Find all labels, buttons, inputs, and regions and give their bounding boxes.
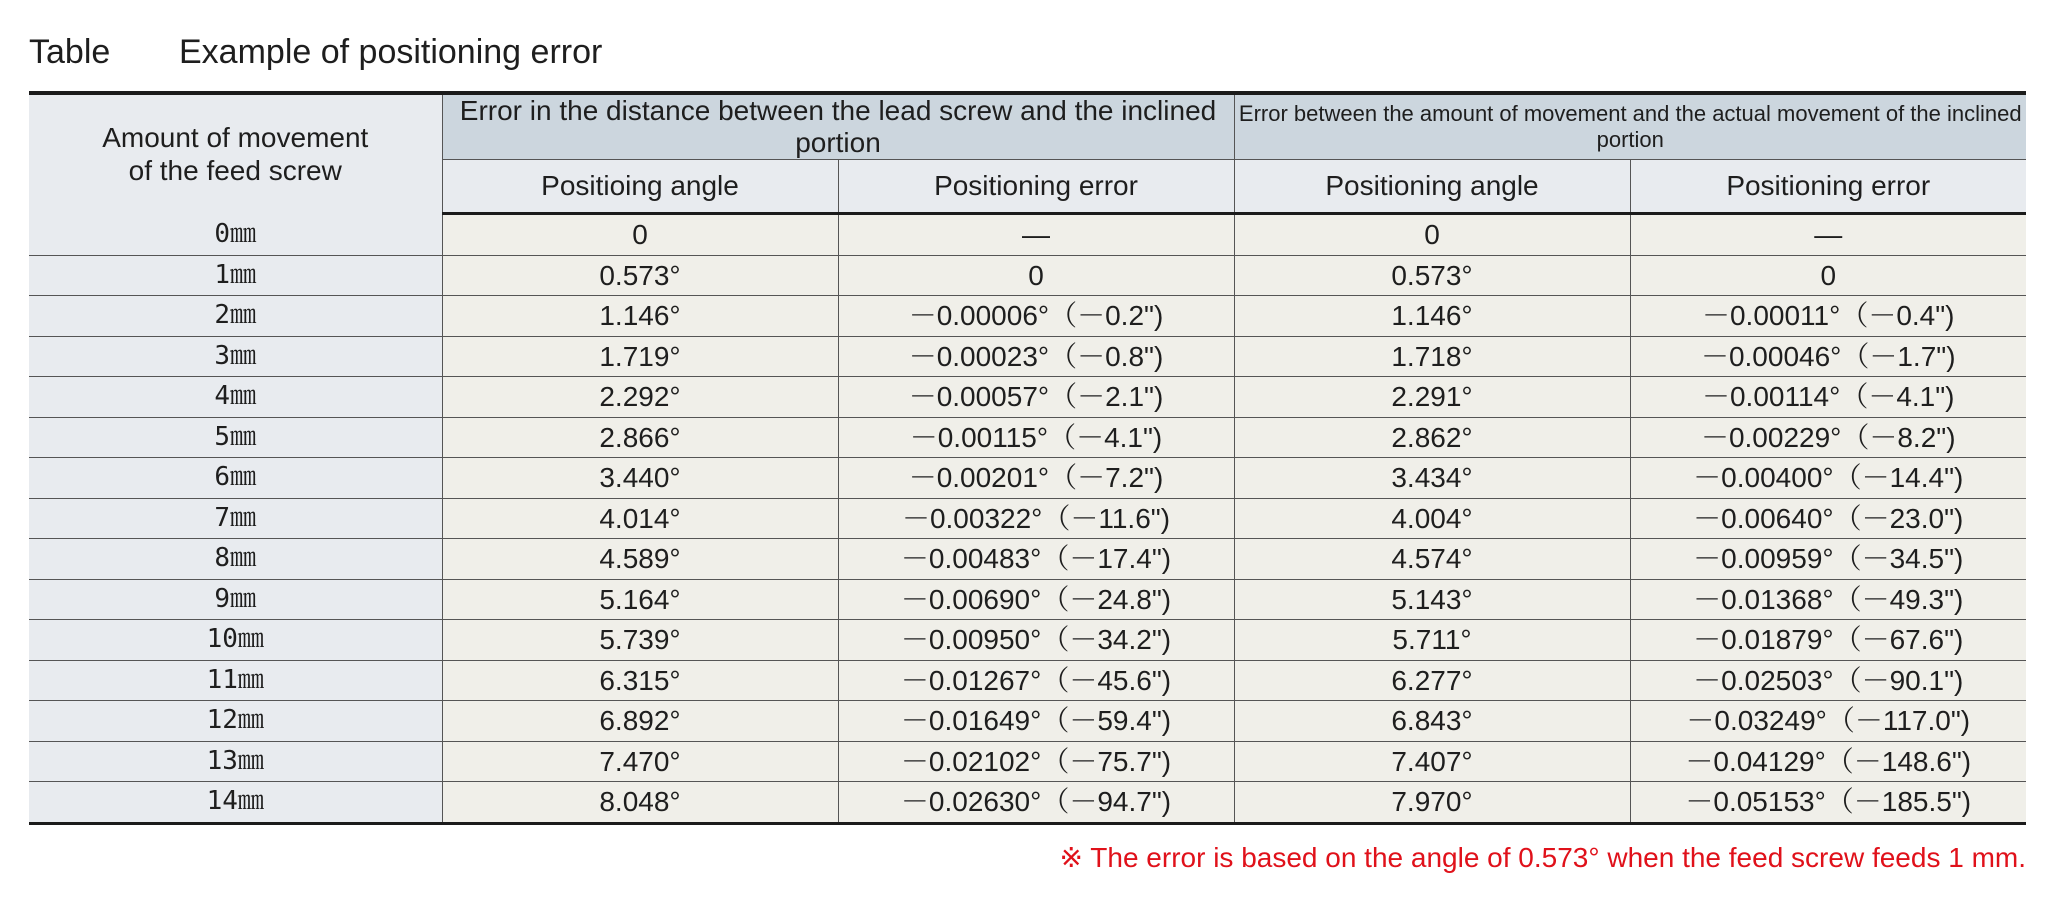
error-cell-1: －0.00023°（－0.8"): [838, 336, 1234, 377]
error-cell-1: －0.00483°（－17.4"): [838, 539, 1234, 580]
error-cell-2: －0.04129°（－148.6"): [1630, 741, 2026, 782]
table-row: [29, 417, 2026, 458]
error-cell-2: －0.00959°（－34.5"): [1630, 539, 2026, 580]
angle-cell-2: 6.277°: [1234, 660, 1630, 701]
angle-cell-1: 8.048°: [442, 782, 838, 824]
amount-cell: 14㎜: [29, 782, 442, 824]
angle-cell-1: 4.014°: [442, 498, 838, 539]
corner-header-line-2: of the feed screw: [128, 155, 342, 187]
table-row: [29, 255, 2026, 296]
angle-cell-1: 6.315°: [442, 660, 838, 701]
angle-cell-1: 6.892°: [442, 701, 838, 742]
amount-cell: 9㎜: [29, 579, 442, 620]
error-cell-2: －0.02503°（－90.1"): [1630, 660, 2026, 701]
error-cell-1: －0.01267°（－45.6"): [838, 660, 1234, 701]
error-cell-1: －0.01649°（－59.4"): [838, 701, 1234, 742]
error-cell-1: －0.02630°（－94.7"): [838, 782, 1234, 824]
error-cell-2: －0.00640°（－23.0"): [1630, 498, 2026, 539]
error-cell-2: －0.01368°（－49.3"): [1630, 579, 2026, 620]
error-cell-1: －0.00690°（－24.8"): [838, 579, 1234, 620]
angle-cell-1: 1.146°: [442, 296, 838, 337]
error-cell-2: －0.03249°（－117.0"): [1630, 701, 2026, 742]
error-cell-2: －0.00229°（－8.2"): [1630, 417, 2026, 458]
amount-cell: 10㎜: [29, 620, 442, 661]
angle-cell-1: 4.589°: [442, 539, 838, 580]
column-header-amount: [29, 93, 442, 214]
angle-cell-2: 7.970°: [1234, 782, 1630, 824]
amount-cell: 4㎜: [29, 377, 442, 418]
error-cell-1: －0.00950°（－34.2"): [838, 620, 1234, 661]
error-cell-2: —: [1630, 214, 2026, 256]
angle-cell-1: 0.573°: [442, 255, 838, 296]
group-header-movement-error: Error between the amount of movement and the actual movement of the inclined portion: [1234, 93, 2026, 160]
amount-cell: 0㎜: [29, 214, 442, 256]
subheader-error-2: Positioning error: [1630, 160, 2026, 214]
error-cell-2: －0.00011°（－0.4"): [1630, 296, 2026, 337]
amount-cell: 13㎜: [29, 741, 442, 782]
error-cell-1: －0.02102°（－75.7"): [838, 741, 1234, 782]
corner-header-line-1: Amount of movement: [102, 122, 369, 154]
angle-cell-2: 2.291°: [1234, 377, 1630, 418]
footnote: ※ The error is based on the angle of 0.573° when the feed screw feeds 1 mm.: [1059, 842, 2026, 873]
angle-cell-2: 1.718°: [1234, 336, 1630, 377]
subheader-angle-2: Positioning angle: [1234, 160, 1630, 214]
error-cell-2: －0.00114°（－4.1"): [1630, 377, 2026, 418]
angle-cell-2: 5.143°: [1234, 579, 1630, 620]
error-cell-1: 0: [838, 255, 1234, 296]
angle-cell-1: 1.719°: [442, 336, 838, 377]
amount-cell: 8㎜: [29, 539, 442, 580]
table-row: [29, 660, 2026, 701]
amount-cell: 11㎜: [29, 660, 442, 701]
amount-cell: 12㎜: [29, 701, 442, 742]
angle-cell-2: 0: [1234, 214, 1630, 256]
error-cell-1: －0.00115°（－4.1"): [838, 417, 1234, 458]
positioning-error-table: [29, 91, 2026, 825]
amount-cell: 2㎜: [29, 296, 442, 337]
table-row: [29, 296, 2026, 337]
angle-cell-2: 2.862°: [1234, 417, 1630, 458]
angle-cell-2: 0.573°: [1234, 255, 1630, 296]
caption-label: Table: [29, 33, 111, 71]
error-cell-1: －0.00322°（－11.6"): [838, 498, 1234, 539]
amount-cell: 1㎜: [29, 255, 442, 296]
angle-cell-1: 0: [442, 214, 838, 256]
amount-cell: 3㎜: [29, 336, 442, 377]
angle-cell-2: 4.004°: [1234, 498, 1630, 539]
caption-title: Example of positioning error: [179, 33, 603, 71]
table-row: [29, 539, 2026, 580]
table-row: [29, 498, 2026, 539]
table-row: [29, 458, 2026, 499]
error-cell-1: －0.00057°（－2.1"): [838, 377, 1234, 418]
table-row: [29, 741, 2026, 782]
amount-cell: 6㎜: [29, 458, 442, 499]
angle-cell-2: 7.407°: [1234, 741, 1630, 782]
table-body: [29, 214, 2026, 824]
group-header-distance-error: Error in the distance between the lead screw and the inclined portion: [442, 93, 1234, 160]
angle-cell-1: 2.292°: [442, 377, 838, 418]
angle-cell-2: 3.434°: [1234, 458, 1630, 499]
table-row: [29, 377, 2026, 418]
error-cell-2: －0.01879°（－67.6"): [1630, 620, 2026, 661]
table-row: [29, 620, 2026, 661]
table-row: [29, 336, 2026, 377]
table-row: [29, 701, 2026, 742]
angle-cell-2: 1.146°: [1234, 296, 1630, 337]
table-row: [29, 579, 2026, 620]
table-row: [29, 782, 2026, 824]
angle-cell-2: 4.574°: [1234, 539, 1630, 580]
error-cell-1: －0.00006°（－0.2"): [838, 296, 1234, 337]
angle-cell-2: 6.843°: [1234, 701, 1630, 742]
error-cell-2: －0.05153°（－185.5"): [1630, 782, 2026, 824]
table-caption: [29, 30, 602, 74]
error-cell-2: －0.00400°（－14.4"): [1630, 458, 2026, 499]
angle-cell-1: 5.164°: [442, 579, 838, 620]
error-cell-2: 0: [1630, 255, 2026, 296]
table-row: [29, 214, 2026, 256]
error-cell-1: —: [838, 214, 1234, 256]
error-cell-2: －0.00046°（－1.7"): [1630, 336, 2026, 377]
angle-cell-2: 5.711°: [1234, 620, 1630, 661]
amount-cell: 7㎜: [29, 498, 442, 539]
angle-cell-1: 5.739°: [442, 620, 838, 661]
angle-cell-1: 7.470°: [442, 741, 838, 782]
subheader-error-1: Positioning error: [838, 160, 1234, 214]
angle-cell-1: 2.866°: [442, 417, 838, 458]
subheader-angle-1: Positioing angle: [442, 160, 838, 214]
amount-cell: 5㎜: [29, 417, 442, 458]
angle-cell-1: 3.440°: [442, 458, 838, 499]
error-cell-1: －0.00201°（－7.2"): [838, 458, 1234, 499]
